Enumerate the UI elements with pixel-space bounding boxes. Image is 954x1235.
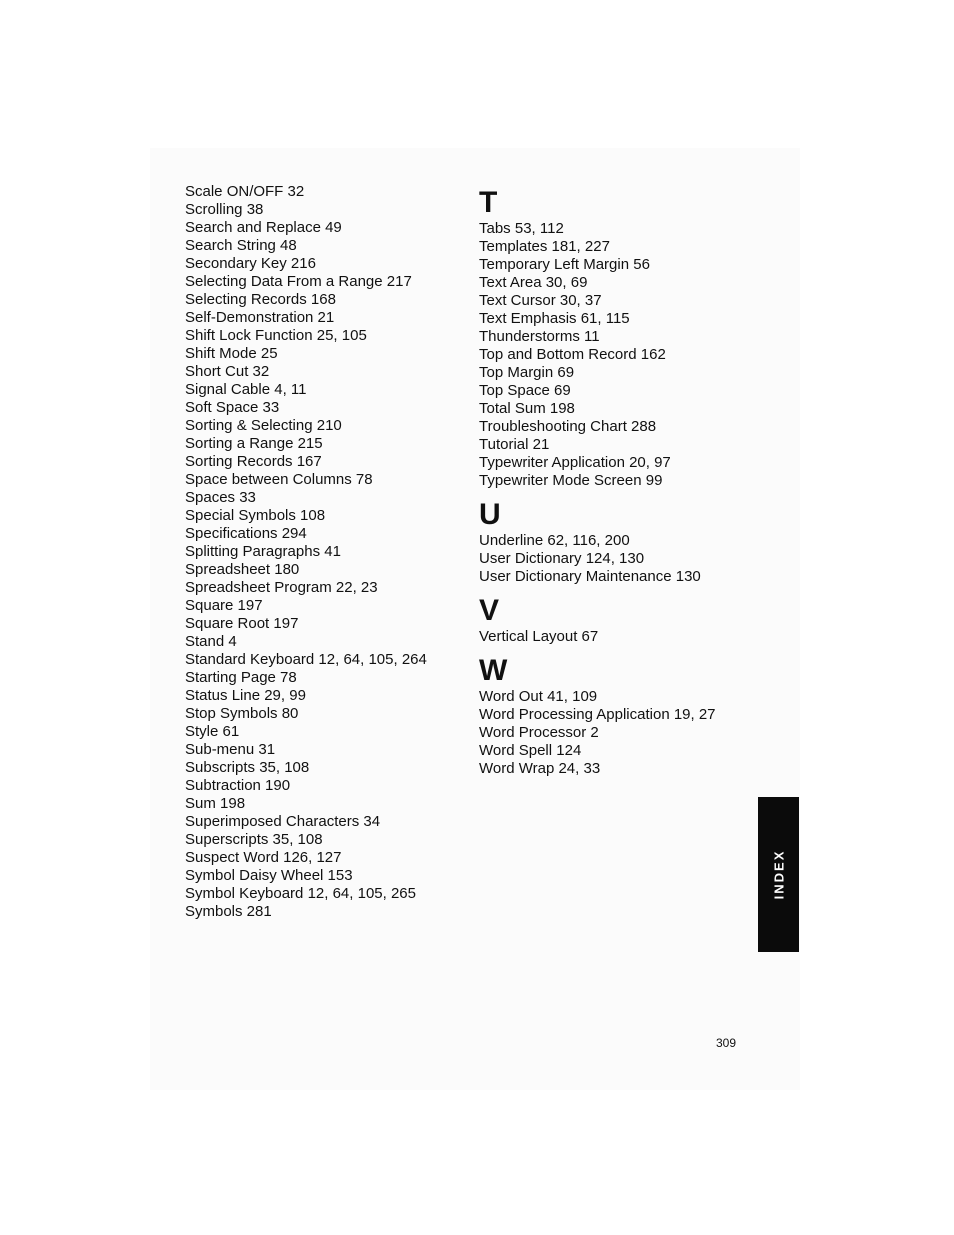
- index-section-w: [479, 654, 716, 778]
- index-entry: Starting Page 78: [185, 669, 297, 686]
- index-entry: Top and Bottom Record 162: [479, 346, 666, 363]
- index-entry: Top Margin 69: [479, 364, 575, 381]
- index-entry: Symbols 281: [185, 903, 272, 920]
- index-entry: Selecting Data From a Range 217: [185, 273, 412, 290]
- index-column-right: [479, 186, 716, 786]
- index-entry: Scale ON/OFF 32: [185, 183, 305, 200]
- index-entry: Symbol Daisy Wheel 153: [185, 867, 353, 884]
- index-entry: Vertical Layout 67: [479, 628, 599, 645]
- section-letter: T: [479, 186, 498, 219]
- index-entry: Underline 62, 116, 200: [479, 532, 630, 549]
- index-entry: Scrolling 38: [185, 201, 264, 218]
- index-entry: Spreadsheet Program 22, 23: [185, 579, 378, 596]
- index-entry: Tabs 53, 112: [479, 220, 564, 237]
- index-entry: Special Symbols 108: [185, 507, 326, 524]
- section-letter: W: [479, 654, 508, 687]
- index-entry: Text Emphasis 61, 115: [479, 310, 630, 327]
- index-entry: Spreadsheet 180: [185, 561, 300, 578]
- index-entry: Standard Keyboard 12, 64, 105, 264: [185, 651, 427, 668]
- index-entry: Word Processor 2: [479, 724, 599, 741]
- index-entry: Text Cursor 30, 37: [479, 292, 602, 309]
- index-column-left: [185, 183, 427, 921]
- index-entry: Shift Mode 25: [185, 345, 278, 362]
- section-letter: V: [479, 594, 500, 627]
- index-entry: Signal Cable 4, 11: [185, 381, 307, 398]
- index-section-v: [479, 594, 716, 646]
- index-entry: Secondary Key 216: [185, 255, 316, 272]
- index-entry: Search and Replace 49: [185, 219, 342, 236]
- index-entry: Subscripts 35, 108: [185, 759, 310, 776]
- index-entry: Search String 48: [185, 237, 297, 254]
- index-entry: Sub-menu 31: [185, 741, 276, 758]
- index-entry: Thunderstorms 11: [479, 328, 600, 345]
- index-entry: Symbol Keyboard 12, 64, 105, 265: [185, 885, 416, 902]
- page-number: 309: [716, 1036, 737, 1050]
- index-entry: Temporary Left Margin 56: [479, 256, 650, 273]
- index-entry: Selecting Records 168: [185, 291, 336, 308]
- index-entry: Shift Lock Function 25, 105: [185, 327, 367, 344]
- index-entry: Status Line 29, 99: [185, 687, 306, 704]
- index-entry: Soft Space 33: [185, 399, 280, 416]
- index-entry: Suspect Word 126, 127: [185, 849, 342, 866]
- index-entry: Word Processing Application 19, 27: [479, 706, 716, 723]
- index-entry: Splitting Paragraphs 41: [185, 543, 341, 560]
- index-entry: Top Space 69: [479, 382, 571, 399]
- index-entry: Typewriter Application 20, 97: [479, 454, 671, 471]
- index-entry: Word Out 41, 109: [479, 688, 598, 705]
- index-entry: Spaces 33: [185, 489, 256, 506]
- index-entry: Square Root 197: [185, 615, 299, 632]
- index-entry: Troubleshooting Chart 288: [479, 418, 657, 435]
- index-entry: Sorting a Range 215: [185, 435, 323, 452]
- index-tab: [758, 797, 799, 952]
- index-entry: Stand 4: [185, 633, 237, 650]
- index-entry: User Dictionary 124, 130: [479, 550, 645, 567]
- index-entry: Sum 198: [185, 795, 246, 812]
- index-entry: Sorting & Selecting 210: [185, 417, 342, 434]
- index-tab-label: INDEX: [771, 849, 787, 900]
- index-entry: Typewriter Mode Screen 99: [479, 472, 663, 489]
- index-entry: Short Cut 32: [185, 363, 270, 380]
- index-entry: Sorting Records 167: [185, 453, 322, 470]
- index-entry: Stop Symbols 80: [185, 705, 299, 722]
- index-entry: User Dictionary Maintenance 130: [479, 568, 701, 585]
- index-entry: Subtraction 190: [185, 777, 291, 794]
- index-entry: Self-Demonstration 21: [185, 309, 335, 326]
- index-entry: Templates 181, 227: [479, 238, 610, 255]
- index-entry: Space between Columns 78: [185, 471, 373, 488]
- index-entry: Superimposed Characters 34: [185, 813, 381, 830]
- index-section-u: [479, 498, 716, 586]
- index-entry: Square 197: [185, 597, 263, 614]
- index-entry: Text Area 30, 69: [479, 274, 588, 291]
- index-entry: Specifications 294: [185, 525, 307, 542]
- index-entry: Total Sum 198: [479, 400, 575, 417]
- index-entry: Word Spell 124: [479, 742, 582, 759]
- index-entry: Tutorial 21: [479, 436, 550, 453]
- index-entry: Word Wrap 24, 33: [479, 760, 601, 777]
- index-entry: Style 61: [185, 723, 240, 740]
- index-entry: Superscripts 35, 108: [185, 831, 323, 848]
- index-section-t: [479, 186, 716, 490]
- section-letter: U: [479, 498, 501, 531]
